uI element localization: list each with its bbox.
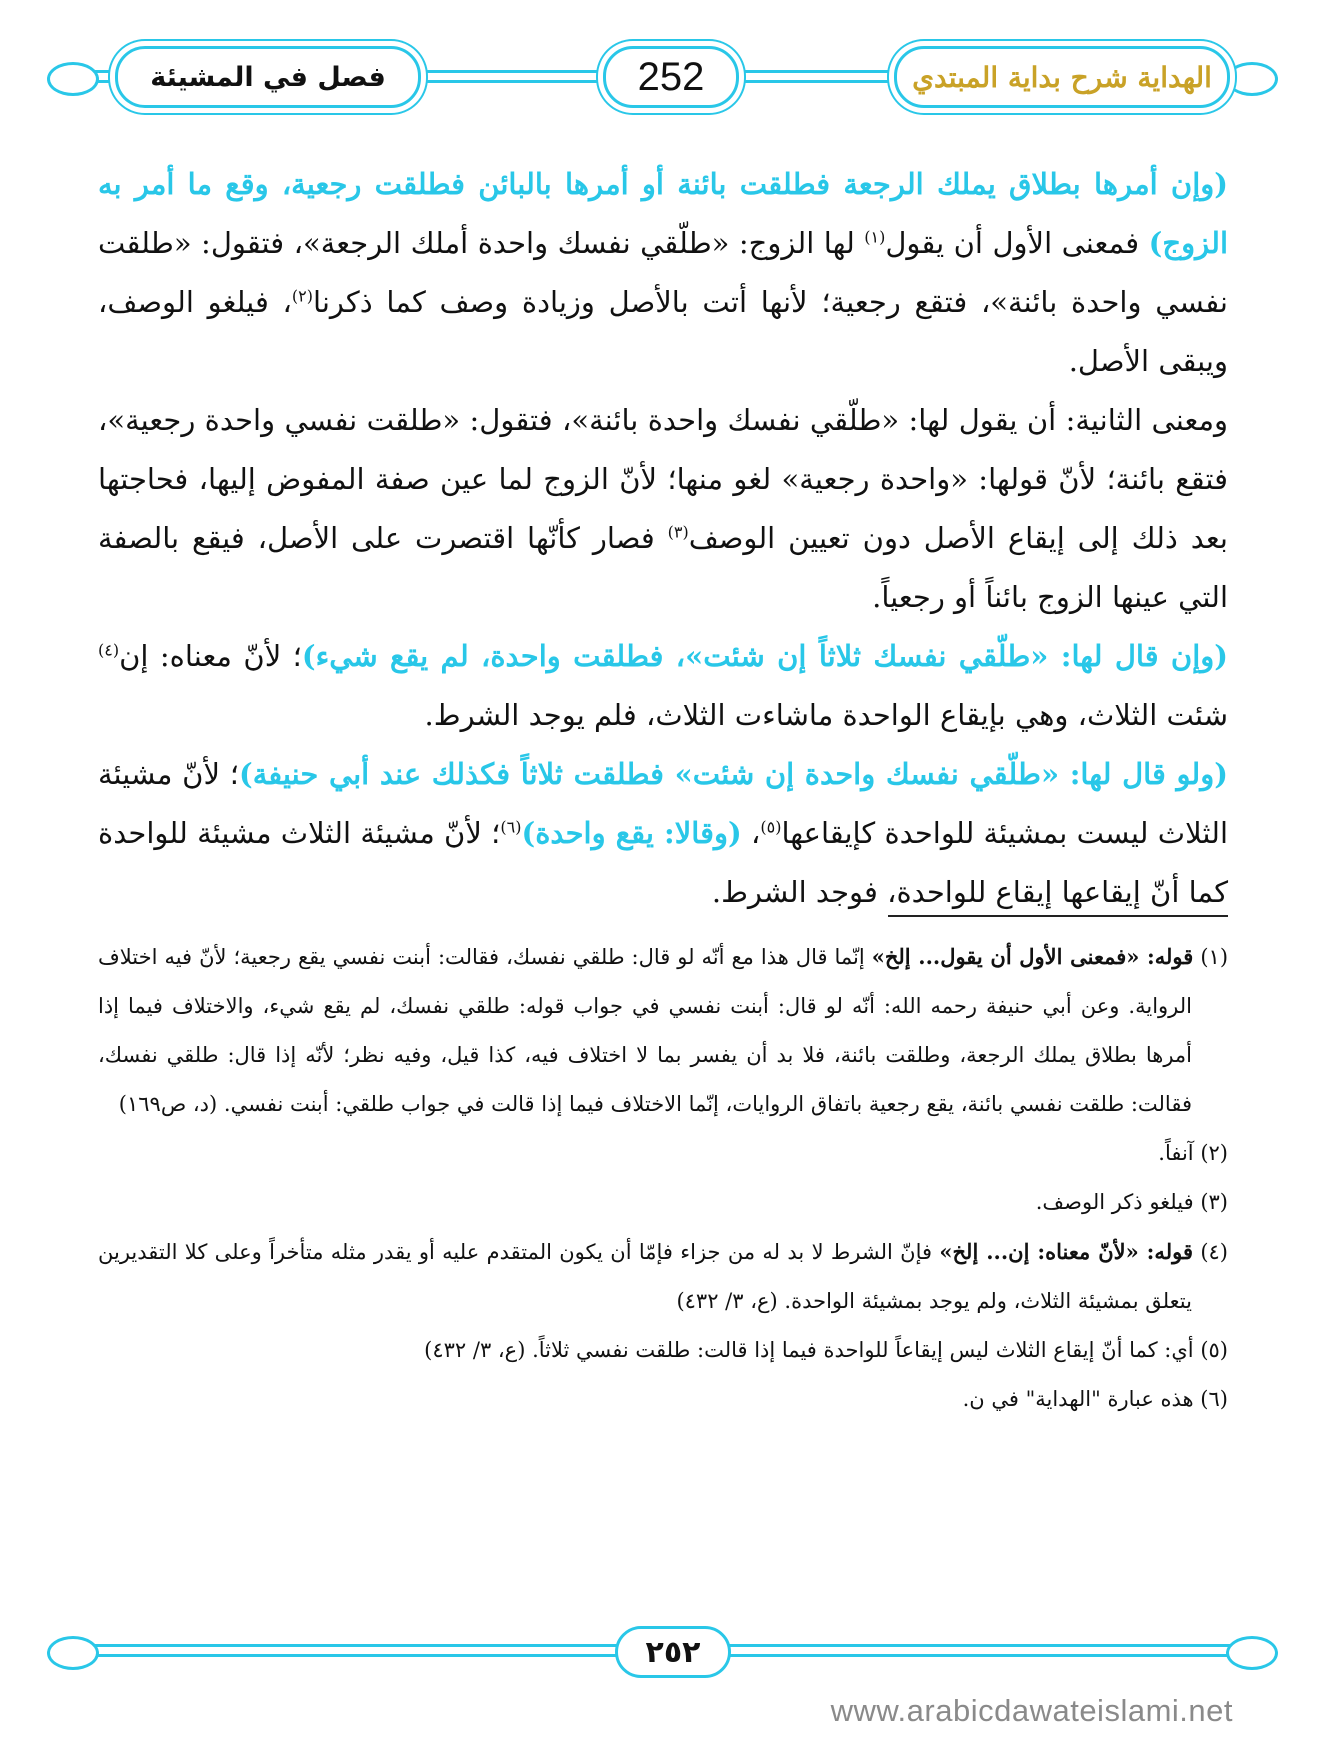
paragraph-2 (98, 391, 1228, 627)
footnote-divider (888, 915, 1228, 917)
page-number-top: 252 (637, 54, 705, 99)
ornament-left (47, 62, 99, 96)
paragraph-3 (98, 627, 1228, 745)
sharh-text: فمعنى الأول أن يقول (885, 226, 1140, 260)
sharh-text: ؛ لأنّ معناه: إن (119, 639, 302, 673)
ornament-right (1226, 1636, 1278, 1670)
page-footer (55, 1622, 1270, 1680)
footnote-4 (98, 1227, 1228, 1326)
paragraph-1 (98, 155, 1228, 391)
sharh-text: شئت الثلاث، وهي بإيقاع الواحدة ماشاءت الثلاث، فلم يوجد الشرط. (424, 698, 1228, 732)
sharh-text: ؛ لأنّ مشيئة الثلاث مشيئة للواحدة كما أنّ إيقاعها إيقاع للواحدة، فوجد الشرط. (98, 816, 1228, 909)
footnotes (98, 932, 1228, 1424)
website-url[interactable]: www.arabicdawateislami.net (830, 1693, 1233, 1728)
book-title-cartouche (894, 46, 1230, 108)
footnote-text: إنّما قال هذا مع أنّه لو قال: طلقي نفسك، فقالت: أبنت نفسي يقع رجعية؛ لأنّ فيه اختلاف الرواية. وعن أبي حنيفة رحمه الله: أنّه لو قال: أبنت نفسي في جواب قوله: طلقي نفسك، لم يقع شيء، والاختلاف فيما إذا أمرها بطلاق يملك الرجعة، وطلقت بائنة، فلا بد أن يفسر بما لا اختلاف فيه، كذا قيل، وفيه نظر؛ لأنّه إذا قال: طلقي نفسك، فقالت: طلقت نفسي بائنة، يقع رجعية باتفاق الروايات، إنّما الاختلاف فيما إذا قالت في جواب طلقي: أبنت نفسي. (د، ص١٦٩) (98, 945, 1192, 1116)
ornament-right (1226, 62, 1278, 96)
footnote-ref[interactable]: (٥) (760, 817, 782, 837)
footnote-ref[interactable]: (٢) (291, 286, 313, 306)
matn-text: (وإن أمرها بطلاق يملك الرجعة فطلقت بائنة أو أمرها بالبائن فطلقت رجعية، وقع ما أمر به الزوج) (98, 167, 1228, 260)
book-title: الهداية شرح بداية المبتدي (912, 60, 1212, 94)
sharh-text: ، (741, 816, 761, 850)
footnote-number: (١) (1200, 945, 1229, 969)
page-number-bottom: ٢٥٢ (645, 1634, 701, 1670)
footnote-number: (٤) (1200, 1240, 1228, 1264)
matn-text: (وإن قال لها: «طلّقي نفسك ثلاثاً إن شئت»، فطلقت واحدة، لم يقع شيء) (301, 639, 1228, 673)
footnote-3: (٣) فيلغو ذكر الوصف. (1035, 1190, 1228, 1214)
footnote-ref[interactable]: (٣) (667, 522, 689, 542)
sharh-text: فصار كأنّها اقتصرت على الأصل، فيقع بالصفة التي عينها الزوج بائناً أو رجعياً. (98, 521, 1228, 614)
footnote-ref[interactable]: (٤) (98, 640, 120, 660)
sharh-text: ؛ لأنّ مشيئة الثلاث ليست بمشيئة للواحدة كإيقاعها (98, 757, 1229, 850)
section-title: فصل في المشيئة (150, 61, 386, 93)
page-number-cartouche (603, 46, 739, 108)
matn-text: (وقالا: يقع واحدة) (521, 816, 742, 850)
footnote-ref[interactable]: (١) (864, 227, 886, 247)
footnote-text: فإنّ الشرط لا بد له من جزاء فإمّا أن يكون المتقدم عليه أو يقدر مثله متأخراً وعلى كلا التقديرين يتعلق بمشيئة الثلاث، ولم يوجد بمشيئة الواحدة. (ع، ٣/ ٤٣٢) (98, 1240, 1192, 1313)
sharh-text: ومعنى الثانية: أن يقول لها: «طلّقي نفسك واحدة بائنة»، فتقول: «طلقت نفسي واحدة رجعية»، فتقع بائنة؛ لأنّ قولها: «واحدة رجعية» لغو منها؛ لأنّ الزوج لما عين صفة المفوض إليها، فحاجتها بعد ذلك إلى إيقاع الأصل دون تعيين الوصف (98, 403, 1228, 555)
sharh-text: ، فيلغو الوصف، ويبقى الأصل. (98, 285, 1228, 378)
footnote-1 (98, 932, 1228, 1129)
matn-text: (ولو قال لها: «طلّقي نفسك واحدة إن شئت» فطلقت ثلاثاً فكذلك عند أبي حنيفة) (238, 757, 1228, 791)
sharh-text: لها الزوج: «طلّقي نفسك واحدة أملك الرجعة»، فتقول: «طلقت نفسي واحدة بائنة»، فتقع رجعية؛ لأنها أتت بالأصل وزيادة وصف كما ذكرنا (98, 226, 1228, 319)
footnote-heading: قوله: «لأنّ معناه: إن... إلخ» (939, 1239, 1193, 1264)
footnote-6: (٦) هذه عبارة "الهداية" في ن. (962, 1387, 1228, 1411)
main-text (98, 155, 1228, 922)
page-header (55, 40, 1270, 112)
section-title-cartouche (115, 46, 421, 108)
footnote-5: (٥) أي: كما أنّ إيقاع الثلاث ليس إيقاعاً للواحدة فيما إذا قالت: طلقت نفسي ثلاثاً. (ع، ٣/ ٤٣٢) (424, 1338, 1228, 1362)
ornament-left (47, 1636, 99, 1670)
footnote-ref[interactable]: (٦) (500, 817, 522, 837)
footnote-2: (٢) آنفاً. (1158, 1141, 1228, 1165)
footnote-heading: قوله: «فمعنى الأول أن يقول... إلخ» (871, 944, 1194, 969)
paragraph-4 (98, 745, 1228, 922)
footer-page-cartouche (615, 1626, 731, 1678)
